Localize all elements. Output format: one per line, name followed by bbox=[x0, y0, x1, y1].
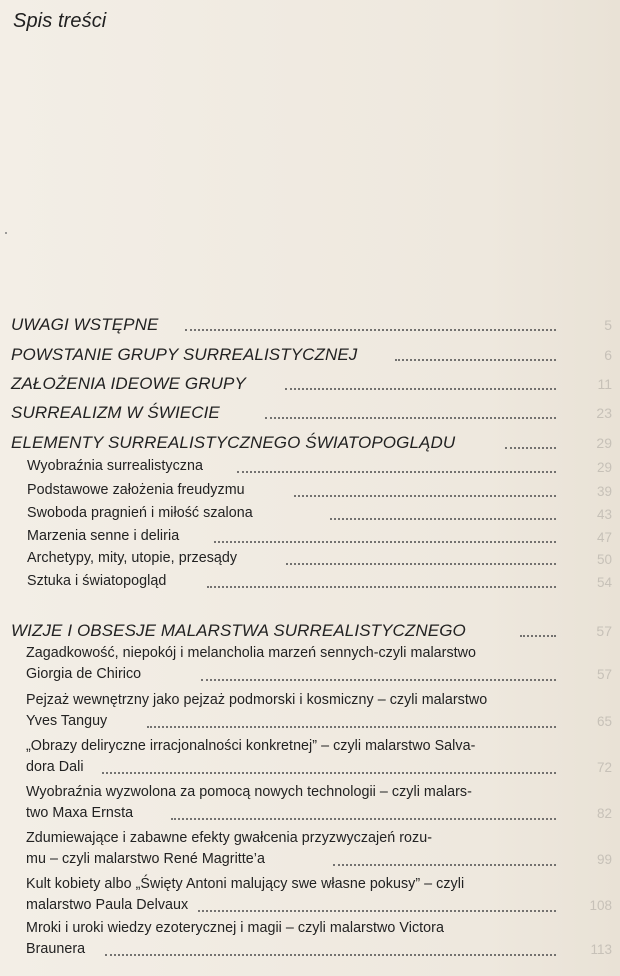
toc-entry-title: ELEMENTY SURREALISTYCZNEGO ŚWIATOPOGLĄDU bbox=[11, 433, 456, 452]
page-number: 5 bbox=[604, 317, 612, 333]
toc-subentry bbox=[0, 784, 620, 826]
toc-entry bbox=[0, 315, 620, 337]
toc-subentry bbox=[0, 528, 620, 548]
toc-subentry bbox=[0, 550, 620, 570]
page-title: Spis treści bbox=[13, 10, 107, 32]
toc-entry-title-line-2: Giorgia de Chirico bbox=[26, 666, 142, 682]
dot-leader bbox=[102, 772, 556, 776]
page-number: 82 bbox=[596, 806, 612, 821]
page-number: 108 bbox=[589, 898, 612, 913]
dot-leader bbox=[147, 726, 556, 730]
page-number: 65 bbox=[596, 714, 612, 729]
toc-entry bbox=[0, 403, 620, 425]
dot-leader bbox=[237, 471, 556, 475]
toc-entry-title-line-2: mu – czyli malarstwo René Magritte’a bbox=[26, 851, 266, 867]
page-number: 43 bbox=[596, 507, 612, 522]
toc-subentry bbox=[0, 920, 620, 962]
page-number: 72 bbox=[596, 760, 612, 775]
toc-entry-title: Wyobraźnia surrealistyczna bbox=[27, 458, 203, 474]
toc-entry-title: UWAGI WSTĘPNE bbox=[11, 315, 159, 334]
toc-entry-title: Swoboda pragnień i miłość szalona bbox=[27, 505, 253, 521]
page-number: 57 bbox=[596, 623, 612, 639]
toc-subentry bbox=[0, 482, 620, 502]
dot-leader bbox=[294, 495, 556, 499]
toc-subentry bbox=[0, 645, 620, 687]
toc-subentry bbox=[0, 505, 620, 525]
dot-leader bbox=[201, 679, 556, 683]
dot-leader bbox=[505, 447, 556, 451]
dot-leader bbox=[333, 864, 556, 868]
toc-entry bbox=[0, 345, 620, 367]
toc-entry-title-line-1: Mroki i uroki wiedzy ezoterycznej i magii – czyli malarstwo Victora bbox=[26, 920, 444, 936]
toc-entry-title: SURREALIZM W ŚWIECIE bbox=[11, 403, 220, 422]
toc-entry-title-line-2: Braunera bbox=[26, 941, 86, 957]
toc-entry bbox=[0, 433, 620, 455]
dot-leader bbox=[185, 329, 556, 333]
toc-entry-title-line-2: dora Dali bbox=[26, 759, 84, 775]
toc-entry bbox=[0, 374, 620, 396]
toc-subentry bbox=[0, 738, 620, 780]
toc-entry-title: ZAŁOŻENIA IDEOWE GRUPY bbox=[11, 374, 246, 393]
dot-leader bbox=[214, 541, 556, 545]
page-number: 57 bbox=[596, 667, 612, 682]
page-number: 6 bbox=[604, 347, 612, 363]
page-number: 113 bbox=[590, 942, 612, 957]
dot-leader bbox=[171, 818, 556, 822]
page-number: 54 bbox=[596, 575, 612, 590]
toc-entry-title-line-1: Zdumiewające i zabawne efekty gwałcenia przyzwyczajeń rozu- bbox=[26, 830, 433, 846]
toc-entry bbox=[0, 621, 620, 643]
toc-entry-title: POWSTANIE GRUPY SURREALISTYCZNEJ bbox=[11, 345, 358, 364]
dot-leader bbox=[105, 954, 556, 958]
toc-entry-title-line-1: „Obrazy deliryczne irracjonalności konkretnej” – czyli malarstwo Salva- bbox=[26, 738, 476, 754]
toc-entry-title-line-1: Kult kobiety albo „Święty Antoni malujący swe własne pokusy” – czyli bbox=[26, 876, 465, 892]
dot-leader bbox=[207, 586, 556, 590]
dot-leader bbox=[285, 388, 556, 392]
dot-leader bbox=[286, 563, 556, 567]
page-number: 23 bbox=[596, 405, 612, 421]
dot-leader bbox=[265, 417, 556, 421]
toc-subentry bbox=[0, 458, 620, 478]
toc-entry-title: Sztuka i światopogląd bbox=[27, 573, 167, 589]
toc-entry-title: Podstawowe założenia freudyzmu bbox=[27, 482, 245, 498]
dot-leader bbox=[520, 635, 556, 639]
dot-leader bbox=[395, 359, 556, 363]
toc-entry-title-line-1: Zagadkowość, niepokój i melancholia marzeń sennych-czyli malarstwo bbox=[26, 645, 477, 661]
toc-entry-title-line-1: Pejzaż wewnętrzny jako pejzaż podmorski i kosmiczny – czyli malarstwo bbox=[26, 692, 488, 708]
page-number: 29 bbox=[596, 460, 612, 475]
dot-leader bbox=[330, 518, 556, 522]
page-number: 50 bbox=[596, 552, 612, 567]
toc-subentry bbox=[0, 692, 620, 734]
toc-subentry bbox=[0, 830, 620, 872]
page-number: 29 bbox=[596, 435, 612, 451]
page-number: 47 bbox=[596, 530, 612, 545]
toc-entry-title: Marzenia senne i deliria bbox=[27, 528, 180, 544]
toc-entry-title-line-1: Wyobraźnia wyzwolona za pomocą nowych technologii – czyli malars- bbox=[26, 784, 472, 800]
dot-leader bbox=[198, 910, 556, 914]
toc-entry-title-line-2: Yves Tanguy bbox=[26, 713, 108, 729]
toc-entry-title-line-2: two Maxa Ernsta bbox=[26, 805, 134, 821]
toc-entry-title-line-2: malarstwo Paula Delvaux bbox=[26, 897, 189, 913]
toc-entry-title: Archetypy, mity, utopie, przesądy bbox=[27, 550, 238, 566]
toc-entry-title: WIZJE I OBSESJE MALARSTWA SURREALISTYCZNEGO bbox=[11, 621, 466, 640]
toc-subentry bbox=[0, 876, 620, 918]
page-number: 39 bbox=[596, 484, 612, 499]
page-number: 99 bbox=[596, 852, 612, 867]
page-number: 11 bbox=[597, 376, 612, 392]
toc-subentry bbox=[0, 573, 620, 593]
